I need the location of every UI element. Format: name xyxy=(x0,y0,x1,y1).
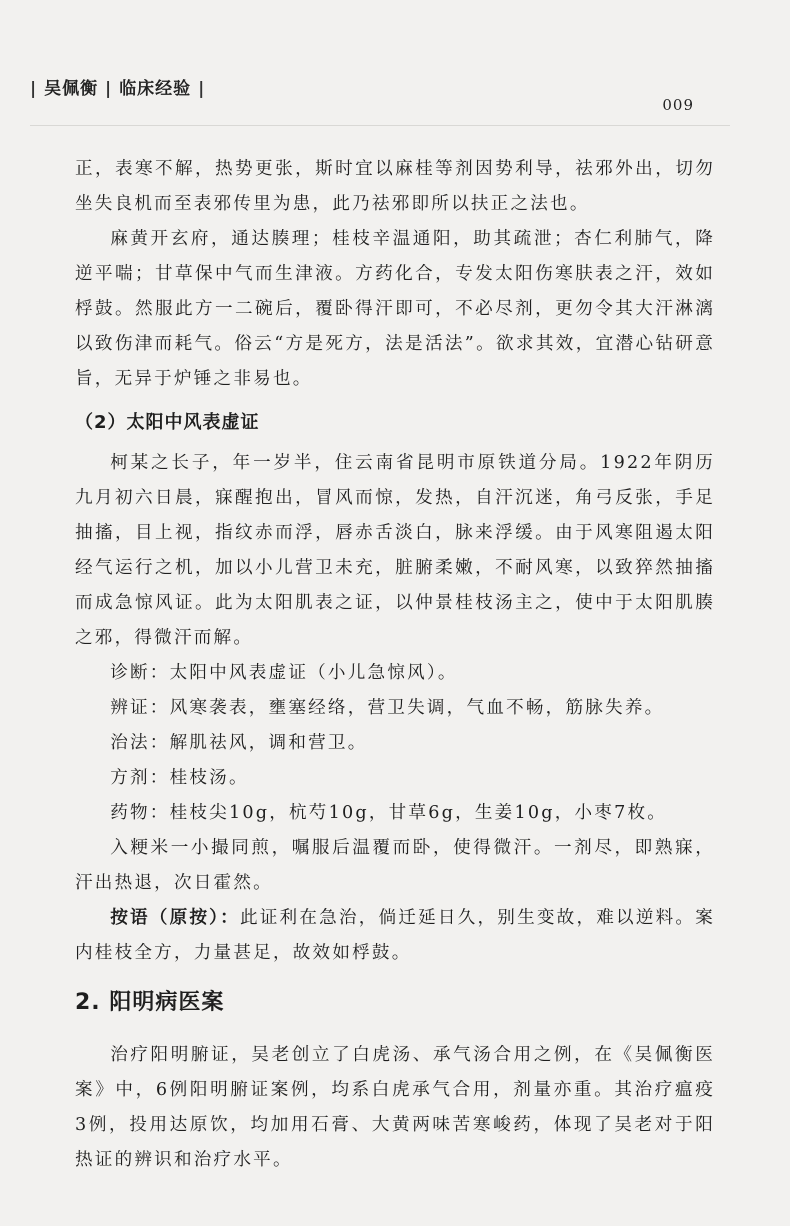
case-note xyxy=(75,901,715,971)
header-divider: | xyxy=(98,79,120,99)
note-text: 此证利在急治，倘迁延日久，别生变故，难以逆料。案内桂枝全方，力量甚足，故效如桴鼓。 xyxy=(75,908,716,963)
paragraph-continued: 正，表寒不解，热势更张，斯时宜以麻桂等剂因势利导，祛邪外出，切勿坐失良机而至表邪传里为患，此乃祛邪即所以扶正之法也。 xyxy=(75,159,715,214)
case-herbs: 药物：桂枝尖10g，杭芍10g，甘草6g，生姜10g，小枣7枚。 xyxy=(110,803,668,823)
header-author: 吴佩衡 xyxy=(44,79,99,99)
case-treatment: 治法：解肌祛风，调和营卫。 xyxy=(110,733,368,753)
case-narrative: 柯某之长子，年一岁半，住云南省昆明市原铁道分局。1922年阴历九月初六日晨，寐醒抱出，冒风而惊，发热，自汗沉迷，角弓反张，手足抽搐，目上视，指纹赤而浮，唇赤舌淡白，脉来浮缓。由于风寒阻遏太阳经气运行之机，加以小儿营卫未充，脏腑柔嫩，不耐风寒，以致猝然抽搐而成急惊风证。此为太阳肌表之证，以仲景桂枝汤主之，使中于太阳肌腠之邪，得微汗而解。 xyxy=(75,453,715,648)
case-formula: 方剂：桂枝汤。 xyxy=(110,768,249,788)
note-label: 按语（原按）： xyxy=(110,908,240,928)
header-title: 临床经验 xyxy=(119,79,192,99)
header-rule xyxy=(30,125,730,126)
case-heading: （2）太阳中风表虚证 xyxy=(75,412,260,433)
page-body xyxy=(75,152,715,1178)
case-diagnosis: 诊断：太阳中风表虚证（小儿急惊风）。 xyxy=(110,663,458,683)
running-header xyxy=(30,74,205,99)
paragraph-formula-explanation: 麻黄开玄府，通达腠理；桂枝辛温通阳，助其疏泄；杏仁利肺气，降逆平喘；甘草保中气而生津液。方药化合，专发太阳伤寒肤表之汗，效如桴鼓。然服此方一二碗后，覆卧得汗即可，不必尽剂，更勿令其大汗淋漓以致伤津而耗气。俗云“方是死方，法是活法”。欲求其效，宜潜心钻研意旨，无异于炉锤之非易也。 xyxy=(75,229,715,389)
case-differentiation: 辨证：风寒袭表，壅塞经络，营卫失调，气血不畅，筋脉失养。 xyxy=(110,698,665,718)
section-heading: 2. 阳明病医案 xyxy=(75,990,225,1015)
case-usage: 入粳米一小撮同煎，嘱服后温覆而卧，使得微汗。一剂尽，即熟寐，汗出热退，次日霍然。 xyxy=(75,838,715,893)
page-number: 009 xyxy=(662,96,694,114)
section-paragraph: 治疗阳明腑证，吴老创立了白虎汤、承气汤合用之例，在《吴佩衡医案》中，6例阳明腑证案例，均系白虎承气合用，剂量亦重。其治疗瘟疫3例，投用达原饮，均加用石膏、大黄两味苦寒峻药，体现了吴老对于阳热证的辨识和治疗水平。 xyxy=(75,1045,715,1170)
header-divider: | xyxy=(30,79,45,99)
header-divider: | xyxy=(191,79,206,99)
